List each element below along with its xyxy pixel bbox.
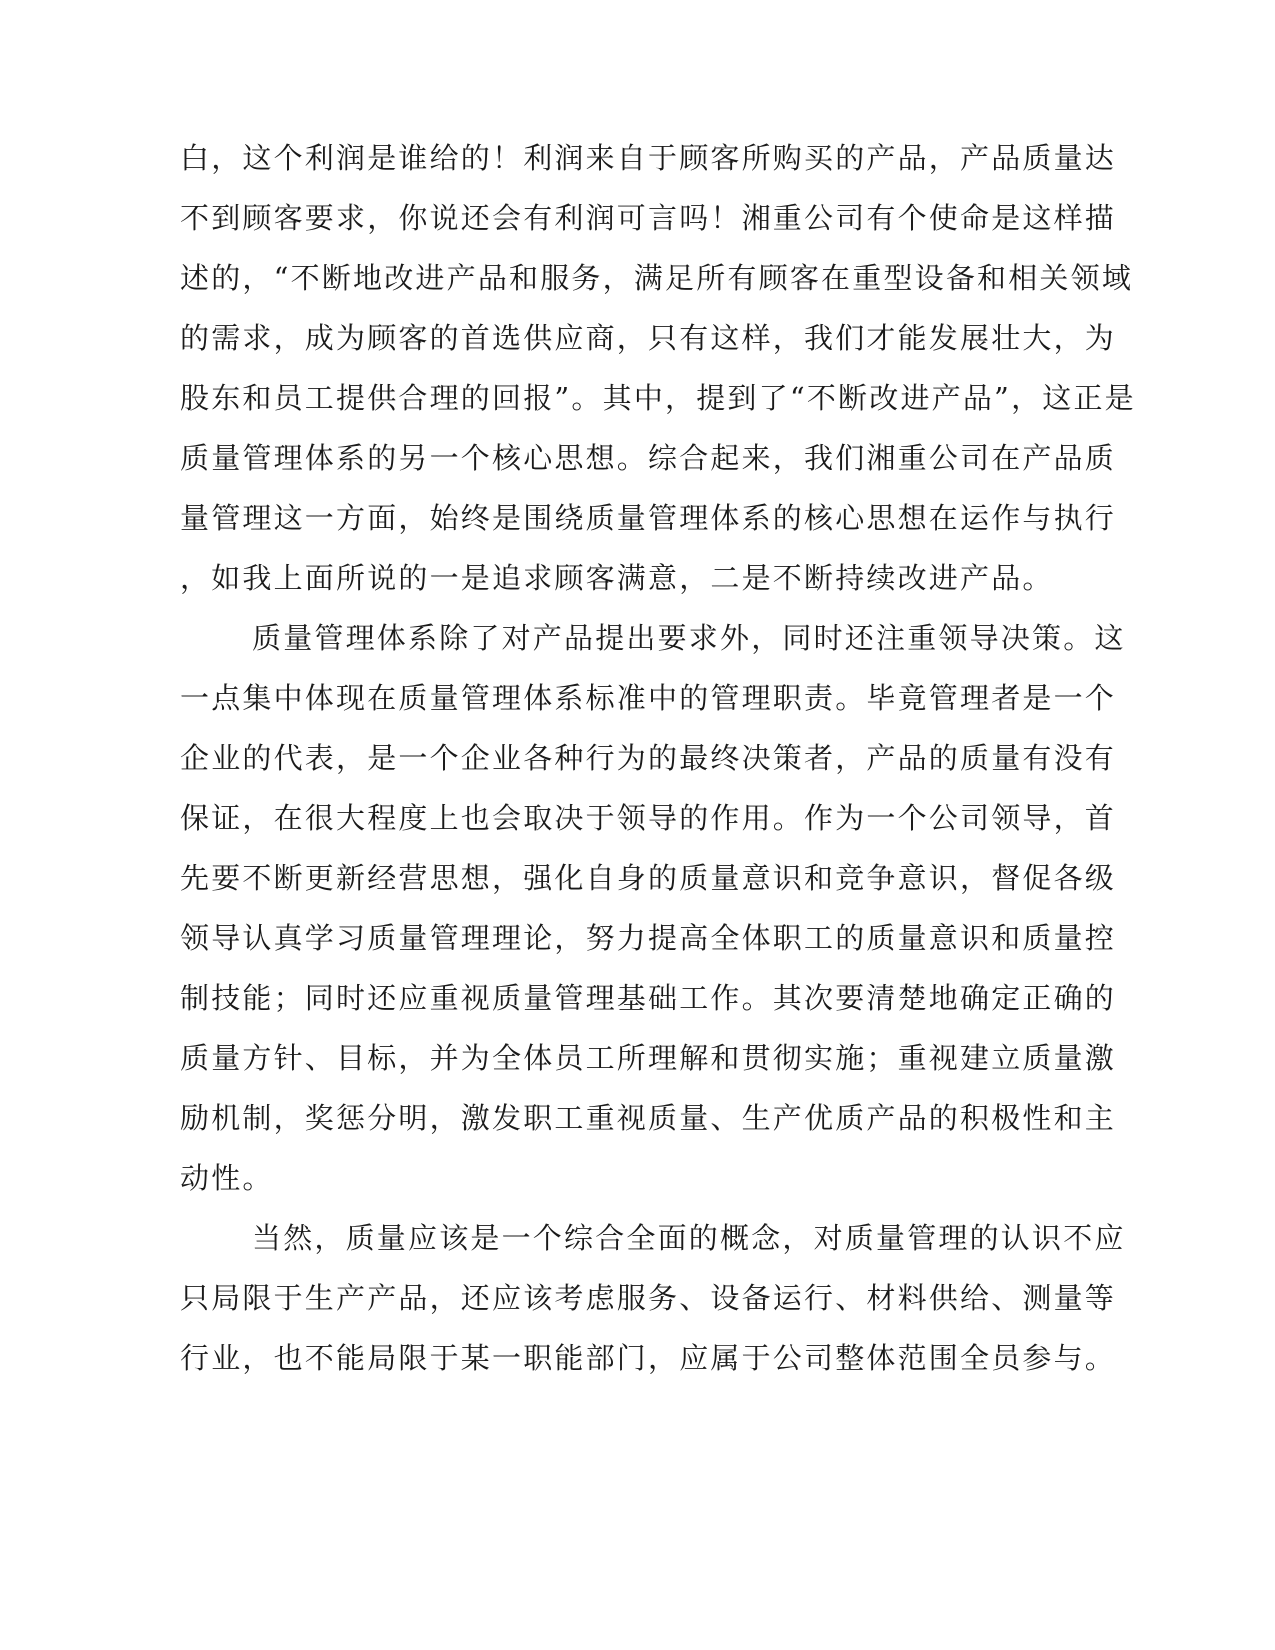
text-line: 白，这个利润是谁给的！利润来自于顾客所购买的产品，产品质量达	[180, 141, 1117, 175]
text-line: 当然，质量应该是一个综合全面的概念，对质量管理的认识不应	[252, 1221, 1126, 1255]
paragraph-2	[180, 608, 1126, 1208]
text-line: 股东和员工提供合理的回报”。其中，提到了“不断改进产品”，这正是	[180, 381, 1136, 415]
text-line: 一点集中体现在质量管理体系标准中的管理职责。毕竟管理者是一个	[180, 681, 1117, 715]
text-line: 励机制，奖惩分明，激发职工重视质量、生产优质产品的积极性和主	[180, 1101, 1117, 1135]
text-line: 先要不断更新经营思想，强化自身的质量意识和竞争意识，督促各级	[180, 861, 1117, 895]
text-line: 领导认真学习质量管理理论，努力提高全体职工的质量意识和质量控	[180, 921, 1117, 955]
text-line: 只局限于生产产品，还应该考虑服务、设备运行、材料供给、测量等	[180, 1281, 1117, 1315]
text-line: 质量管理体系的另一个核心思想。综合起来，我们湘重公司在产品质	[180, 441, 1117, 475]
text-line: ，如我上面所说的一是追求顾客满意，二是不断持续改进产品。	[180, 561, 1054, 595]
text-line: 质量方针、目标，并为全体员工所理解和贯彻实施；重视建立质量激	[180, 1041, 1117, 1075]
text-line: 的需求，成为顾客的首选供应商，只有这样，我们才能发展壮大，为	[180, 321, 1117, 355]
text-line: 述的，“不断地改进产品和服务，满足所有顾客在重型设备和相关领域	[180, 261, 1134, 295]
text-line: 行业，也不能局限于某一职能部门，应属于公司整体范围全员参与。	[180, 1341, 1117, 1375]
text-line: 企业的代表，是一个企业各种行为的最终决策者，产品的质量有没有	[180, 741, 1117, 775]
text-line: 制技能；同时还应重视质量管理基础工作。其次要清楚地确定正确的	[180, 981, 1117, 1015]
text-line: 保证，在很大程度上也会取决于领导的作用。作为一个公司领导，首	[180, 801, 1117, 835]
paragraph-3	[180, 1208, 1126, 1388]
text-line: 质量管理体系除了对产品提出要求外，同时还注重领导决策。这	[252, 621, 1126, 655]
text-line: 量管理这一方面，始终是围绕质量管理体系的核心思想在运作与执行	[180, 501, 1117, 535]
body-text	[180, 128, 1136, 1388]
text-line: 不到顾客要求，你说还会有利润可言吗！湘重公司有个使命是这样描	[180, 201, 1117, 235]
text-line: 动性。	[180, 1161, 274, 1195]
paragraph-1	[180, 128, 1136, 608]
